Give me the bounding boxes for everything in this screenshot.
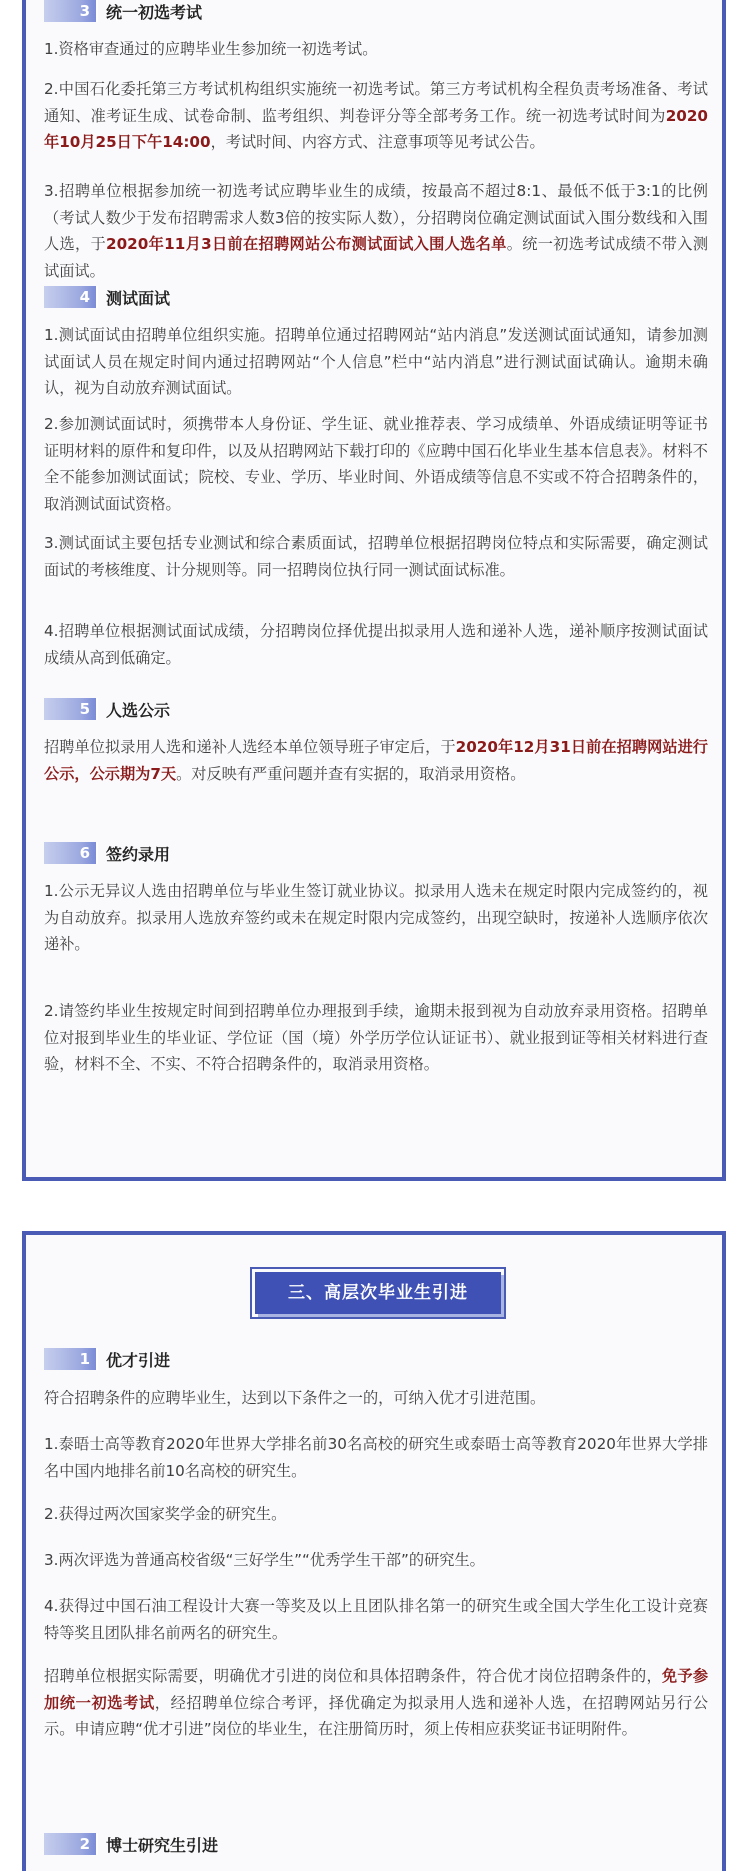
section-number: 4: [44, 286, 96, 308]
section-title: 测试面试: [106, 288, 171, 308]
section-divider: [96, 1833, 98, 1855]
section-divider: [96, 286, 98, 308]
paragraph: 2.获得过两次国家奖学金的研究生。: [44, 1505, 287, 1523]
recruitment-process-card: [22, 0, 726, 1181]
paragraph: 招聘单位根据实际需要，明确优才引进的岗位和具体招聘条件，符合优才岗位招聘条件的，免予参加统一初选考试，经招聘单位综合考评，择优确定为拟录用人选和递补人选，在招聘网站另行公示。申请应聘“优才引进”岗位的毕业生，在注册简历时，须上传相应获奖证书证明附件。: [44, 1667, 709, 1738]
section-number: 1: [44, 1348, 96, 1370]
section-number: 2: [44, 1833, 96, 1855]
highlight-date: 2020年11月3日前在招聘网站公布测试面试入围人选名单: [106, 235, 507, 253]
paragraph: 3.两次评选为普通高校省级“三好学生”“优秀学生干部”的研究生。: [44, 1551, 485, 1569]
paragraph: 1.公示无异议人选由招聘单位与毕业生签订就业协议。拟录用人选未在规定时限内完成签约的，视为自动放弃。拟录用人选放弃签约或未在规定时限内完成签约，出现空缺时，按递补人选顺序依次递补。: [44, 882, 708, 953]
paragraph: 2.中国石化委托第三方考试机构组织实施统一初选考试。第三方考试机构全程负责考场准备、考试通知、准考证生成、试卷命制、监考组织、判卷评分等全部考务工作。统一初选考试时间为2020年10月25日下午14:00，考试时间、内容方式、注意事项等见考试公告。: [44, 80, 708, 151]
highlight-date: 2020年12月31日前在招聘网站进行公示，公示期为7天: [44, 738, 708, 783]
section-title: 签约录用: [106, 844, 171, 864]
paragraph: 3.招聘单位根据参加统一初选考试应聘毕业生的成绩，按最高不超过8:1、最低不低于3:1的比例（考试人数少于发布招聘需求人数3倍的按实际人数），分招聘岗位确定测试面试入围分数线和入围人选，于2020年11月3日前在招聘网站公布测试面试入围人选名单。统一初选考试成绩不带入测试面试。: [44, 182, 709, 280]
section-header-talent: [44, 1348, 170, 1370]
section-divider: [96, 698, 98, 720]
section-divider: [96, 0, 98, 22]
paragraph: 3.测试面试主要包括专业测试和综合素质面试，招聘单位根据招聘岗位特点和实际需要，确定测试面试的考核维度、计分规则等。同一招聘岗位执行同一测试面试标准。: [44, 534, 708, 579]
section-title: 人选公示: [106, 700, 171, 720]
banner-title: 三、高层次毕业生引进: [255, 1272, 501, 1314]
section-header-signing: [44, 842, 170, 864]
paragraph: 2.参加测试面试时，须携带本人身份证、学生证、就业推荐表、学习成绩单、外语成绩证明等证书证明材料的原件和复印件，以及从招聘网站下载打印的《应聘中国石化毕业生基本信息表》。材料不全不能参加测试面试；院校、专业、学历、毕业时间、外语成绩等信息不实或不符合招聘条件的，取消测试面试资格。: [44, 415, 708, 513]
paragraph: 1.资格审查通过的应聘毕业生参加统一初选考试。: [44, 40, 378, 58]
section-number: 6: [44, 842, 96, 864]
section-title: 统一初选考试: [106, 2, 203, 22]
section-title: 优才引进: [106, 1350, 171, 1370]
section-divider: [96, 842, 98, 864]
paragraph: 4.招聘单位根据测试面试成绩，分招聘岗位择优提出拟录用人选和递补人选，递补顺序按测试面试成绩从高到低确定。: [44, 622, 708, 667]
highlight-exempt: 免予参加统一初选考试: [44, 1667, 709, 1712]
section-number: 5: [44, 698, 96, 720]
highlight-date: 2020年10月25日下午14:00: [44, 106, 708, 151]
section-number: 3: [44, 0, 96, 22]
paragraph: 招聘单位拟录用人选和递补人选经本单位领导班子审定后，于2020年12月31日前在招聘网站进行公示，公示期为7天。对反映有严重问题并查有实据的，取消录用资格。: [44, 738, 708, 783]
paragraph: 符合招聘条件的应聘毕业生，达到以下条件之一的，可纳入优才引进范围。: [44, 1389, 546, 1407]
section-title: 博士研究生引进: [106, 1835, 219, 1855]
part-banner: [250, 1267, 506, 1319]
section-header-interview: [44, 286, 170, 308]
section-header-phd: [44, 1833, 218, 1855]
paragraph: 1.泰晤士高等教育2020年世界大学排名前30名高校的研究生或泰晤士高等教育2020年世界大学排名中国内地排名前10名高校的研究生。: [44, 1435, 708, 1480]
paragraph: 2.请签约毕业生按规定时间到招聘单位办理报到手续，逾期未报到视为自动放弃录用资格。招聘单位对报到毕业生的毕业证、学位证（国（境）外学历学位认证证书）、就业报到证等相关材料进行查验，材料不全、不实、不符合招聘条件的，取消录用资格。: [44, 1002, 708, 1073]
paragraph: 1.测试面试由招聘单位组织实施。招聘单位通过招聘网站“站内消息”发送测试面试通知，请参加测试面试人员在规定时间内通过招聘网站“个人信息”栏中“站内消息”进行测试面试确认。逾期未确认，视为自动放弃测试面试。: [44, 326, 708, 397]
section-divider: [96, 1348, 98, 1370]
high-level-graduates-card: [22, 1231, 726, 1871]
paragraph: 4.获得过中国石油工程设计大赛一等奖及以上且团队排名第一的研究生或全国大学生化工设计竞赛特等奖且团队排名前两名的研究生。: [44, 1597, 708, 1642]
section-header-exam: [44, 0, 202, 22]
section-header-publicity: [44, 698, 170, 720]
